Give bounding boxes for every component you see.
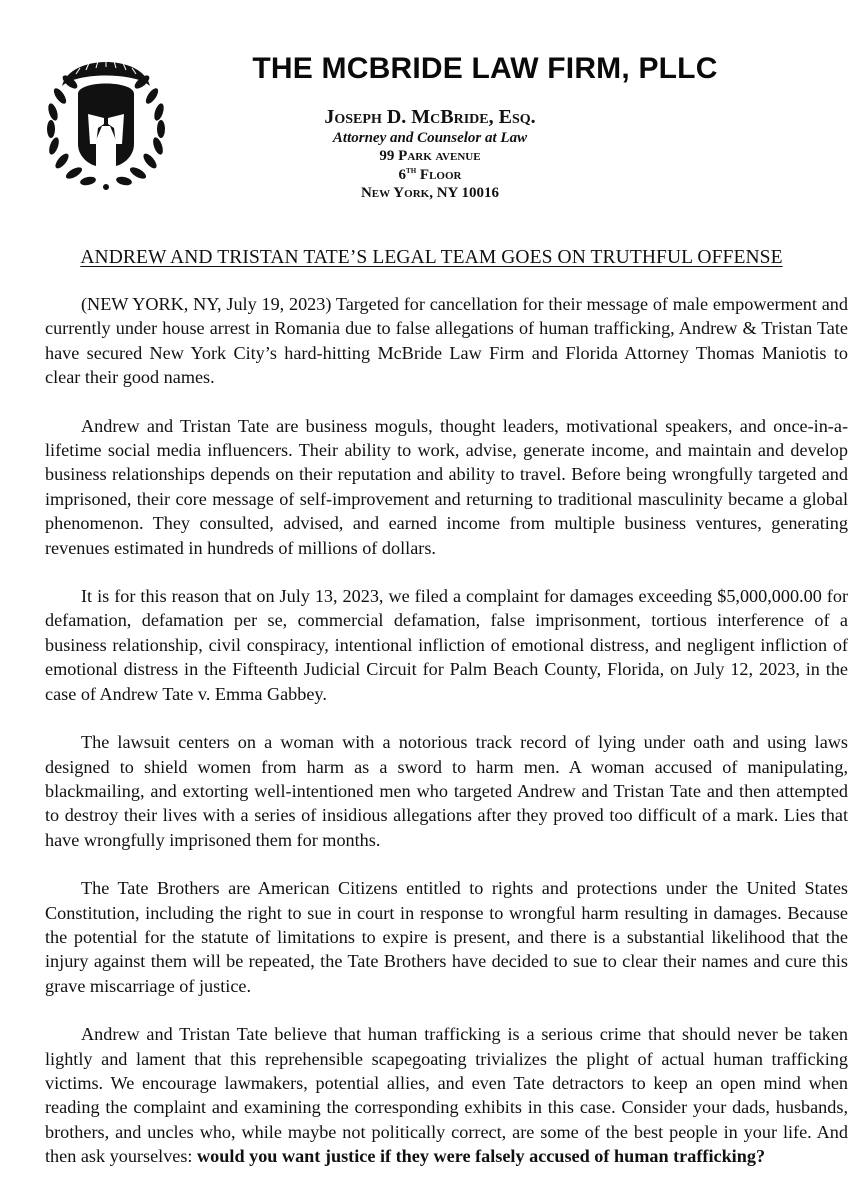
body-paragraph: Andrew and Tristan Tate are business moguls, thought leaders, motivational speakers, and once-in-a-lifetime social media influencers. Their ability to work, advise, generate income, and maintain and develop business relationships depends on their reputation and ability to travel. Before being wrongfully targeted and imprisoned, their core message of self-improvement and returning to traditional masculinity became a global phenomenon. They consulted, advised, and earned income from multiple business ventures, generating revenues estimated in hundreds of millions of dollars. bbox=[45, 415, 848, 558]
body-paragraph: The Tate Brothers are American Citizens entitled to rights and protections under the United States Constitution, including the right to sue in court in response to wrongful harm resulting in damages. Because the potential for the statute of limitations to expire is present, and there is a substantial likelihood that the injury against them will be repeated, the Tate Brothers have decided to sue to clear their names and cure this grave miscarriage of justice. bbox=[45, 878, 848, 996]
firm-name: THE MCBRIDE LAW FIRM, PLLC bbox=[252, 52, 718, 85]
attorney-block bbox=[200, 105, 660, 202]
body-paragraph: The lawsuit centers on a woman with a notorious track record of lying under oath and using laws designed to shield women from harm as a sword to harm men. A woman accused of manipulating, blackmailing, and extorting well-intentioned men who targeted Andrew and Tristan Tate and then attempted to destroy their lives with a series of insidious allegations after they proved too difficult of a mark. Lies that have wrongfully imprisoned them for months. bbox=[45, 732, 848, 850]
floor-word: Floor bbox=[419, 167, 462, 183]
address-city: New York, NY 10016 bbox=[360, 185, 500, 201]
attorney-name: Joseph D. McBride, Esq. bbox=[324, 106, 536, 128]
closing-paragraph bbox=[45, 1022, 848, 1168]
floor-number: 6 bbox=[398, 167, 407, 183]
spartan-helmet-laurel-wreath-icon bbox=[40, 44, 172, 194]
floor-suffix: th bbox=[406, 165, 417, 176]
attorney-title: Attorney and Counselor at Law bbox=[332, 130, 528, 146]
letterhead bbox=[0, 0, 863, 240]
body-paragraph: It is for this reason that on July 13, 2023, we filed a complaint for damages exceeding $5,000,000.00 for defamation, defamation per se, commercial defamation, false imprisonment, tortious interference of a business relationship, civil conspiracy, intentional infliction of emotional distress, and negligent infliction of emotional distress in the Fifteenth Judicial Circuit for Palm Beach County, Florida, on July 12, 2023, in the case of Andrew Tate v. Emma Gabbey. bbox=[45, 586, 848, 704]
address-floor bbox=[200, 165, 660, 184]
press-release-body bbox=[45, 292, 848, 1193]
body-paragraph: (NEW YORK, NY, July 19, 2023) Targeted for cancellation for their message of male empowerment and currently under house arrest in Romania due to false allegations of human trafficking, Andrew & Tristan Tate have secured New York City’s hard-hitting McBride Law Firm and Florida Attorney Thomas Maniotis to clear their good names. bbox=[45, 294, 848, 388]
press-release-headline: ANDREW AND TRISTAN TATE’S LEGAL TEAM GOES ON TRUTHFUL OFFENSE bbox=[80, 247, 783, 268]
closing-question: would you want justice if they were falsely accused of human trafficking? bbox=[197, 1146, 766, 1167]
closing-paragraph-text: Andrew and Tristan Tate believe that human trafficking is a serious crime that should never be taken lightly and lament that this reprehensible scapegoating trivializes the plight of actual human trafficking victims. We encourage lawmakers, potential allies, and even Tate detractors to keep an open mind when reading the complaint and examining the corresponding exhibits in this case. Consider your dads, husbands, brothers, and uncles who, while maybe not politically correct, are some of the best people in your life. And then ask yourselves: bbox=[45, 1024, 848, 1167]
address-street: 99 Park avenue bbox=[379, 148, 481, 164]
